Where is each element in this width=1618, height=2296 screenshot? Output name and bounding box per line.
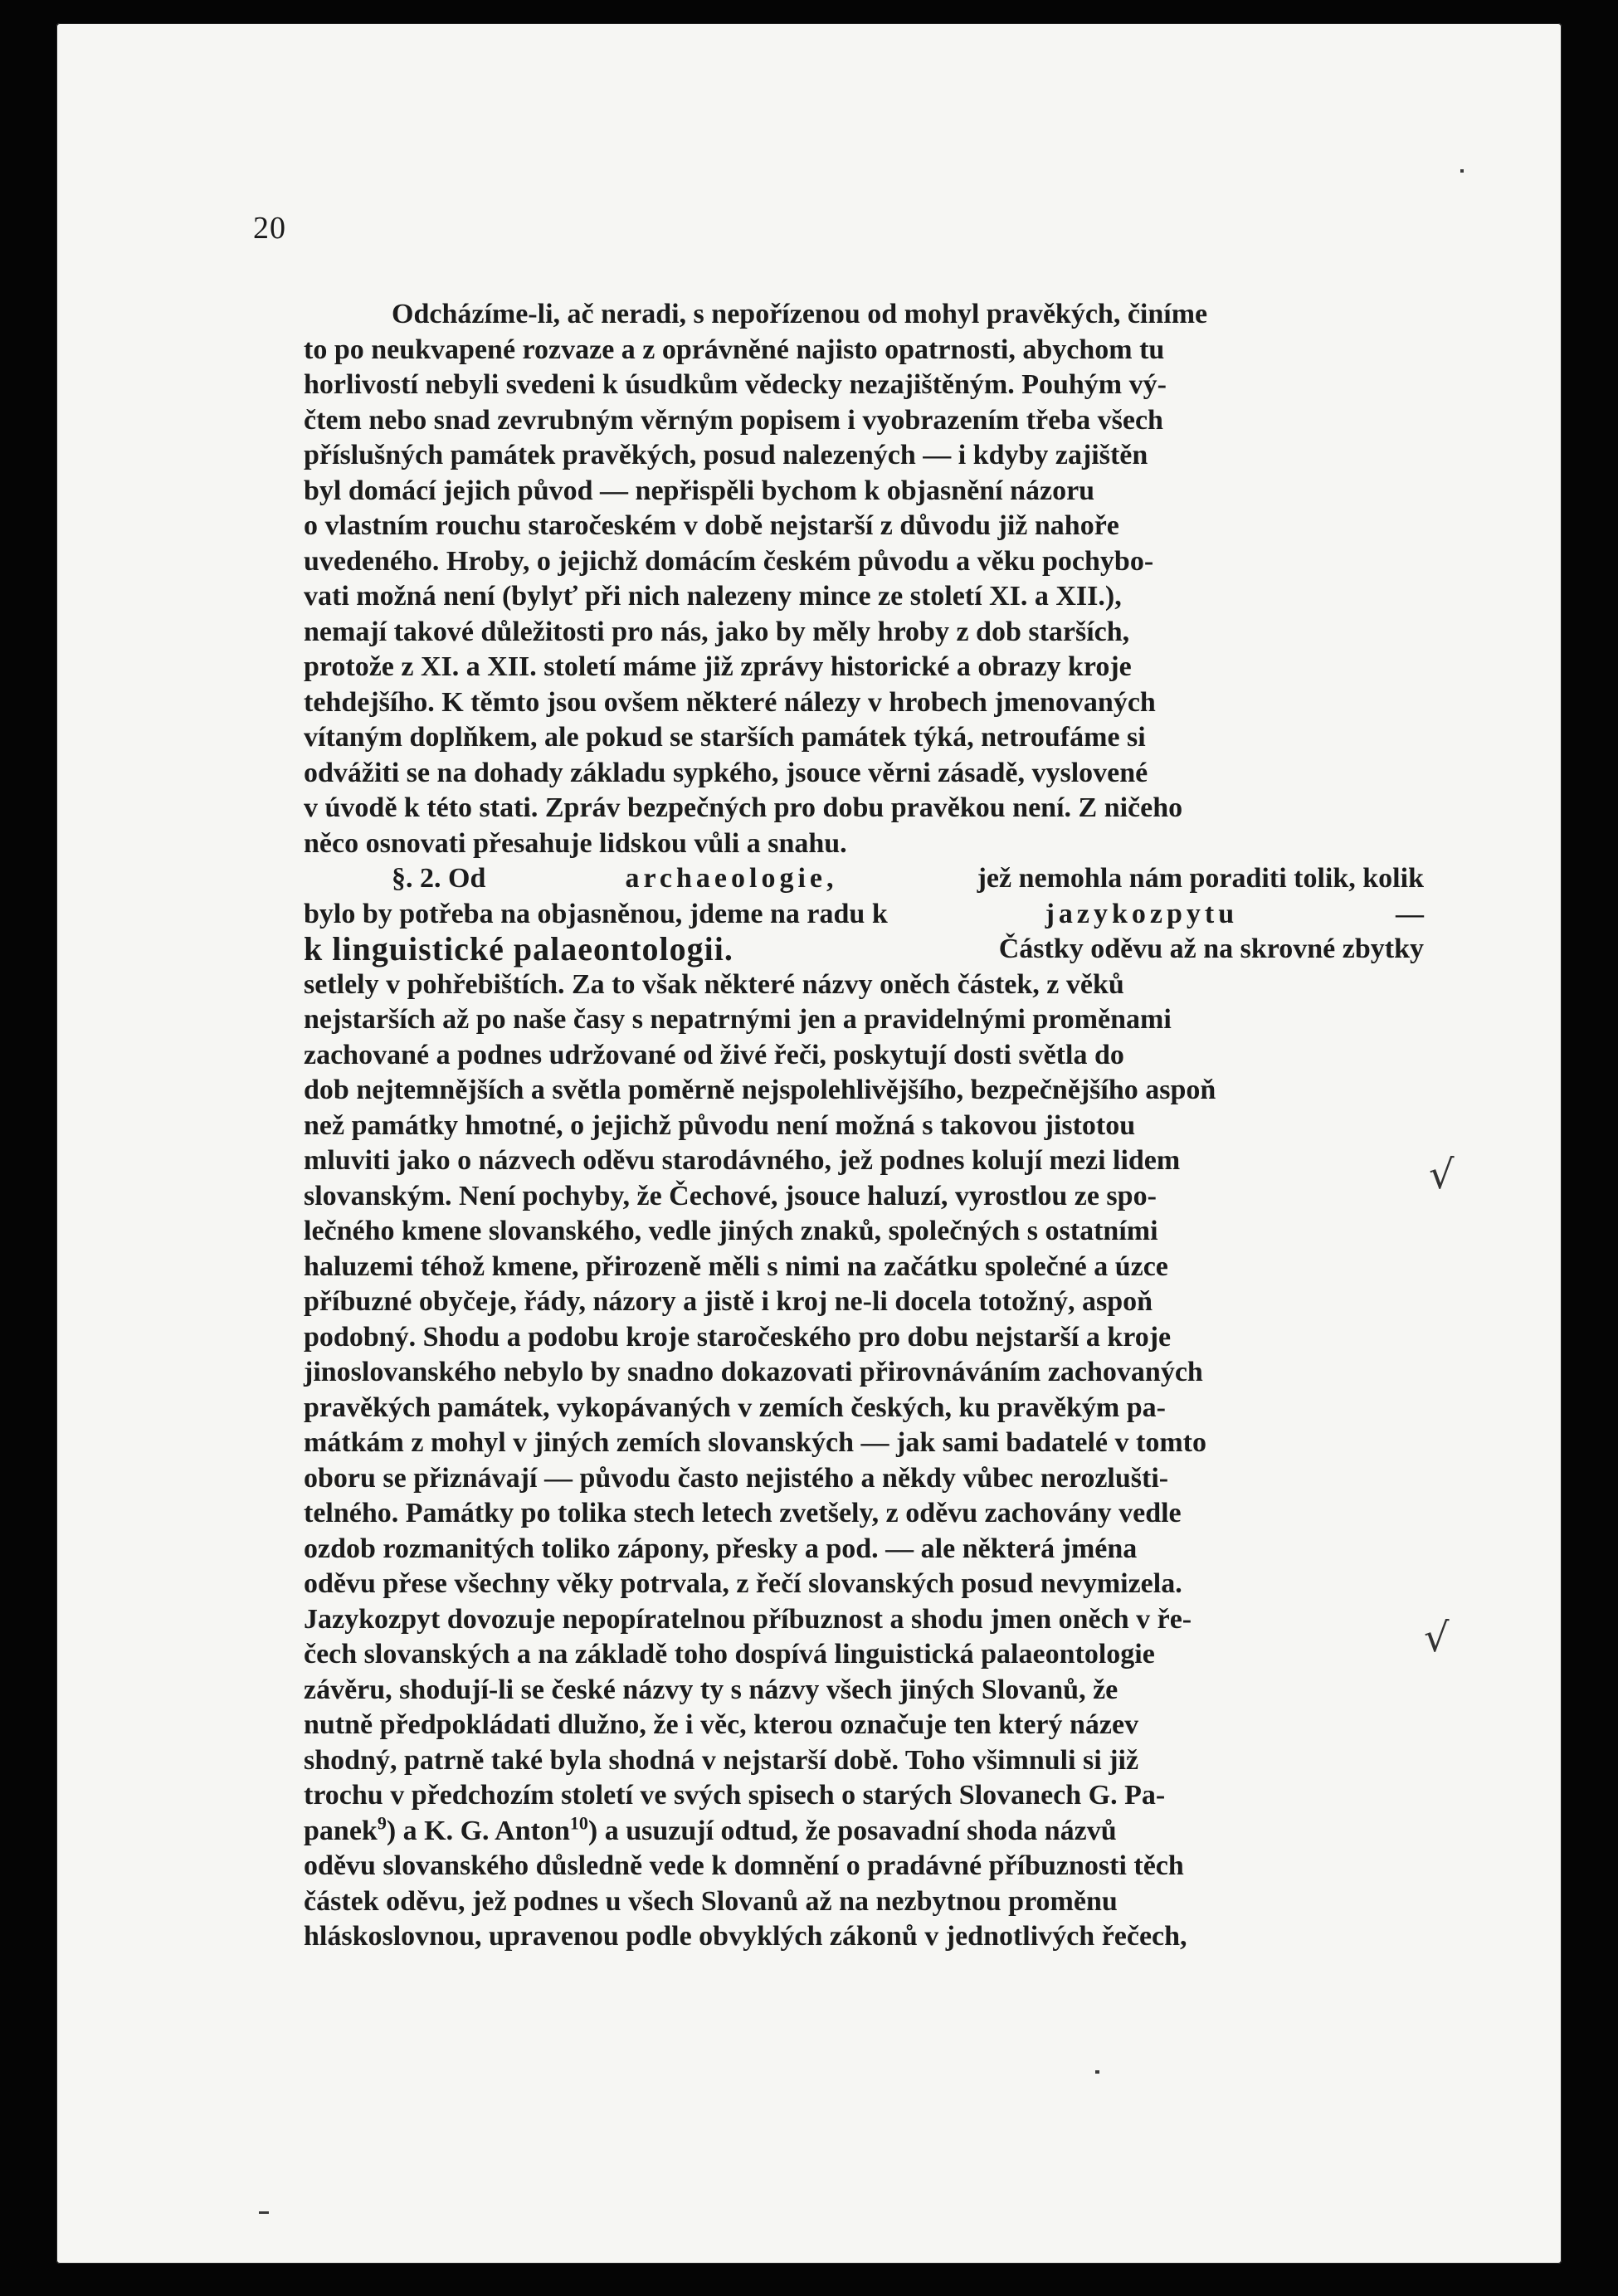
text-fragment: zachované a podnes udržované od živé řeči, poskytují dosti světla do: [304, 1039, 1124, 1070]
text-fragment: haluzemi téhož kmene, přirozeně měli s nimi na začátku společné a úzce: [304, 1250, 1168, 1282]
body-text: [304, 297, 1424, 1955]
text-fragment: podobný. Shodu a podobu kroje staročeského pro dobu nejstarší a kroje: [304, 1321, 1172, 1353]
text-line: [304, 403, 1424, 439]
text-fragment: vítaným doplňkem, ale pokud se starších památek týká, netroufáme si: [304, 722, 1146, 753]
text-line: [304, 1461, 1424, 1497]
text-fragment: o vlastním rouchu staročeském v době nejstarší z důvodu již nahoře: [304, 510, 1119, 541]
text-fragment: pravěkých památek, vykopávaných v zemích českých, ku pravěkým pa-: [304, 1392, 1166, 1423]
text-line: [304, 1002, 1424, 1038]
text-fragment: čech slovanských a na základě toho dospívá linguistická palaeontologie: [304, 1639, 1155, 1670]
text-line: [304, 579, 1424, 615]
text-line: [304, 1143, 1424, 1179]
text-fragment: trochu v předchozím století ve svých spisech o starých Slovanech G. Pa-: [304, 1780, 1166, 1811]
paragraph-1: [304, 297, 1424, 861]
text-fragment: jinoslovanského nebylo by snadno dokazovati přirovnáváním zachovaných: [304, 1357, 1203, 1387]
text-line: [304, 297, 1424, 333]
term-linguistics: jazykozpytu: [1045, 898, 1239, 929]
text-fragment: nemají takové důležitosti pro nás, jako by měly hroby z dob starších,: [304, 616, 1130, 647]
page-number: 20: [253, 211, 286, 246]
section-text: jež nemohla nám poraditi tolik, kolik: [977, 863, 1424, 894]
text-fragment: příslušných památek pravěkých, posud nalezených — i kdyby zajištěn: [304, 440, 1148, 470]
text-line: [304, 368, 1424, 403]
text-fragment: mluviti jako o názvech oděvu starodávného, jež podnes kolují mezi lidem: [304, 1145, 1181, 1176]
text-line: [304, 1109, 1424, 1144]
text-line: [304, 438, 1424, 474]
text-fragment: oděvu přese všechny věky potrvala, z řečí slovanských posud nevymizela.: [304, 1568, 1182, 1599]
text-fragment: Částky oděvu až na skrovné zbytky: [998, 934, 1424, 964]
text-line: [304, 1567, 1424, 1602]
text-line-19: [304, 932, 1424, 968]
margin-check-icon: √: [1424, 1615, 1450, 1661]
text-line: [304, 1884, 1424, 1920]
text-line: [304, 509, 1424, 544]
paragraph-3: [304, 1849, 1424, 1919]
text-line-18: [304, 897, 1424, 933]
text-fragment: mátkám z mohyl v jiných zemích slovanských — jak sami badatelé v tomto: [304, 1427, 1206, 1458]
text-line: [304, 1849, 1424, 1884]
text-fragment: čtem nebo snad zevrubným věrným popisem i vyobrazením třeba všech: [304, 404, 1163, 436]
text-line: [304, 1214, 1424, 1250]
text-line-last: [304, 1919, 1424, 1955]
dash: —: [1396, 898, 1424, 929]
text-line: [304, 1496, 1424, 1532]
text-line: [304, 1532, 1424, 1567]
text-line: [304, 1708, 1424, 1743]
heading-linguistic-palaeontology: k linguistické palaeontologii.: [304, 930, 733, 968]
text-fragment: lečného kmene slovanského, vedle jiných znaků, společných s ostatními: [304, 1216, 1158, 1246]
text-fragment: příbuzné obyčeje, řády, názory a jistě i kroj ne-li docela totožný, aspoň: [304, 1286, 1153, 1317]
text-fragment: částek oděvu, jež podnes u všech Slovanů až na nezbytnou proměnu: [304, 1885, 1118, 1917]
text-line: [304, 720, 1424, 756]
text-fragment: dob nejtemnějších a světla poměrně nejspolehlivějšího, bezpečnějšího aspoň: [304, 1075, 1216, 1105]
text-line: [304, 1250, 1424, 1285]
text-fragment: bylo by potřeba na objasněnou, jdeme na radu k: [304, 898, 888, 929]
margin-check-icon: √: [1429, 1152, 1455, 1198]
text-fragment: oboru se přiznávají — původu často nejistého a někdy vůbec nerozlušti-: [304, 1462, 1169, 1494]
text-line: [304, 1743, 1424, 1779]
text-line: [304, 1391, 1424, 1426]
text-line: [304, 333, 1424, 368]
text-line: [304, 474, 1424, 509]
text-fragment: setlely v pohřebištích. Za to však některé názvy oněch částek, z věků: [304, 968, 1124, 1000]
text-line: [304, 1778, 1424, 1814]
paragraph-2: [304, 968, 1424, 1814]
text-fragment: oděvu slovanského důsledně vede k domnění o pradávné příbuznosti těch: [304, 1850, 1184, 1881]
text-fragment: něco osnovati přesahuje lidskou vůli a snahu.: [304, 827, 847, 859]
text-fragment: protože z XI. a XII. století máme již zprávy historické a obrazy kroje: [304, 651, 1132, 682]
footnote-9: 9: [377, 1812, 387, 1834]
scan-speck: [259, 2211, 269, 2214]
text-line: [304, 1320, 1424, 1356]
footnote-10: 10: [569, 1812, 588, 1834]
text-line: [304, 1073, 1424, 1109]
text-line: [304, 1602, 1424, 1638]
text-fragment: než památky hmotné, o jejichž původu není možná s takovou jistotou: [304, 1109, 1136, 1141]
text-fragment: byl domácí jejich původ — nepřispěli bychom k objasnění názoru: [304, 475, 1095, 506]
text-fragment: to po neukvapené rozvaze a z oprávněné najisto opatrnosti, abychom tu: [304, 334, 1165, 365]
text-line: [304, 1637, 1424, 1673]
text-fragment: slovanským. Není pochyby, že Čechové, jsouce haluzí, vyrostlou ze spo-: [304, 1180, 1157, 1211]
text-line: [304, 685, 1424, 721]
text-line-section-2: [304, 861, 1424, 897]
text-fragment: telného. Památky po tolika stech letech zvetšely, z oděvu zachovány vedle: [304, 1498, 1182, 1528]
scan-speck: [1095, 2070, 1099, 2074]
text-fragment: Jazykozpyt dovozuje nepopíratelnou příbuznost a shodu jmen oněch v ře-: [304, 1603, 1192, 1635]
text-line: [304, 615, 1424, 651]
term-archaeology: archaeologie,: [625, 863, 838, 894]
section-label: §. 2. Od: [392, 863, 486, 894]
text-line: [304, 544, 1424, 580]
text-fragment: závěru, shodují-li se české názvy ty s názvy všech jiných Slovanů, že: [304, 1674, 1118, 1705]
text-line: [304, 1284, 1424, 1320]
text-fragment: panek$^9$) a K. G. Anton$^{10}$) a usuzují odtud, že posavadní shoda názvů: [304, 1812, 1117, 1846]
text-line: [304, 1179, 1424, 1215]
text-fragment: ozdob rozmanitých toliko zápony, přesky a pod. — ale některá jména: [304, 1533, 1138, 1564]
text-fragment: v úvodě k této stati. Zpráv bezpečných pro dobu pravěkou není. Z ničeho: [304, 792, 1183, 823]
text-fragment: nejstarších až po naše časy s nepatrnými jen a pravidelnými proměnami: [304, 1004, 1172, 1035]
text-fragment: shodný, patrně také byla shodná v nejstarší době. Toho všimnuli si již: [304, 1744, 1139, 1776]
text-line: [304, 756, 1424, 792]
text-fragment: hláskoslovnou, upravenou podle obvyklých zákonů v jednotlivých řečech,: [304, 1921, 1187, 1952]
text-fragment: nutně předpokládati dlužno, že i věc, kterou označuje ten který název: [304, 1709, 1139, 1740]
text-fragment: Odcházíme-li, ač neradi, s nepořízenou od mohyl pravěkých, činíme: [392, 299, 1208, 329]
text-line: [304, 650, 1424, 685]
text-fragment: tehdejšího. K těmto jsou ovšem některé nálezy v hrobech jmenovaných: [304, 686, 1156, 718]
text-line: [304, 1355, 1424, 1391]
text-line: [304, 1038, 1424, 1074]
scan-speck: [1460, 169, 1464, 173]
text-fragment: vati možná není (bylyť při nich nalezeny mince ze století XI. a XII.),: [304, 581, 1122, 612]
text-line: [304, 968, 1424, 1003]
text-fragment: horlivostí nebyli svedeni k úsudkům vědecky nezajištěným. Pouhým vý-: [304, 369, 1167, 400]
text-line-papanek: [304, 1814, 1424, 1850]
text-line: [304, 826, 1424, 862]
text-fragment: odvážiti se na dohady základu sypkého, jsouce věrni zásadě, vyslovené: [304, 757, 1148, 788]
text-line: [304, 791, 1424, 826]
text-line: [304, 1426, 1424, 1461]
text-fragment: uvedeného. Hroby, o jejichž domácím českém původu a věku pochybo-: [304, 545, 1154, 577]
text-line: [304, 1673, 1424, 1709]
